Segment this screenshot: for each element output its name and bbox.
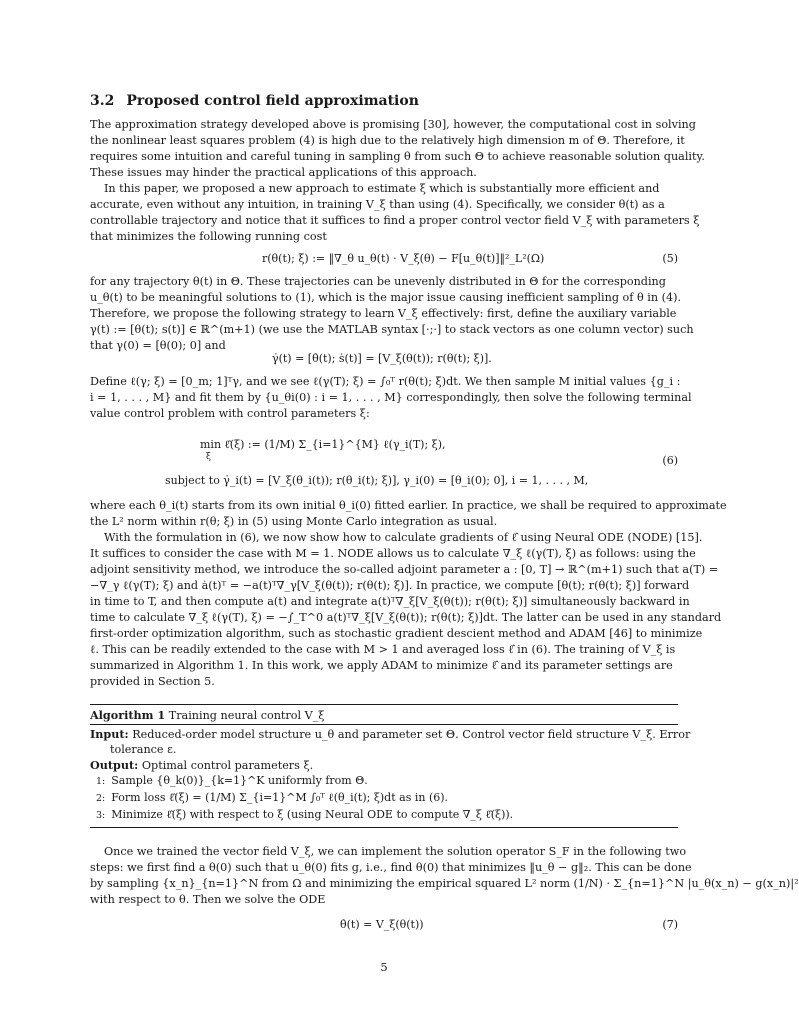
algorithm-input-text-cont: tolerance ε.	[110, 743, 177, 756]
step-text: Minimize ℓ̂(ξ) with respect to ξ (using Neural ODE to compute ∇_ξ ℓ̂(ξ)).	[111, 808, 514, 821]
equation-6-line-2: subject to γ̇_i(t) = [V_ξ(θ_i(t)); r(θ_i(t); ξ)], γ_i(0) = [θ_i(0); 0], i = 1, . . . , M,	[165, 474, 589, 487]
text-line: Therefore, we propose the following strategy to learn V_ξ effectively: first, define the auxiliary variable	[90, 307, 677, 320]
equation-6-line-1: min ℓ̂(ξ) := (1/M) Σ_{i=1}^{M} ℓ(γ_i(T); ξ),	[200, 438, 446, 451]
text-line: that minimizes the following running cost	[90, 230, 327, 243]
paragraph-3	[90, 274, 694, 354]
text-line: The approximation strategy developed above is promising [30], however, the computational cost in solving	[90, 118, 696, 131]
text-line: accurate, even without any intuition, in training V_ξ than using (4). Specifically, we consider θ(t) as a	[90, 198, 665, 211]
text-line: With the formulation in (6), we now show how to calculate gradients of ℓ̂ using Neural ODE (NODE) [15].	[104, 531, 703, 544]
section-heading	[90, 93, 419, 109]
text-line: steps: we first find a θ(0) such that u_θ(0) fits g, i.e., find θ(0) that minimizes ‖u_θ − g‖₂. This can be done	[90, 861, 692, 874]
text-line: where each θ_i(t) starts from its own initial θ_i(0) fitted earlier. In practice, we shall be required to approximate	[90, 499, 727, 512]
text-line: value control problem with control parameters ξ:	[90, 407, 370, 420]
paragraph-7	[90, 844, 799, 908]
paragraph-2	[90, 181, 700, 245]
equation-5: r(θ(t); ξ) := ‖∇_θ u_θ(t) · V_ξ(θ) − F[u_θ(t)]‖²_L²(Ω)	[262, 252, 545, 265]
text-line: adjoint sensitivity method, we introduce the so-called adjoint parameter a : [0, T] → ℝ^(m+1) such that a(T) =	[90, 563, 719, 576]
text-line: by sampling {x_n}_{n=1}^N from Ω and minimizing the empirical squared L² norm (1/N) · Σ_{n=1}^N |u_θ(x_n) − g(x_n)|²	[90, 877, 799, 890]
text-line: for any trajectory θ(t) in Θ. These trajectories can be unevenly distributed in Θ for the corresponding	[90, 275, 666, 288]
algorithm-mid-rule	[90, 724, 678, 725]
text-line: summarized in Algorithm 1. In this work, we apply ADAM to minimize ℓ̂ and its parameter settings are	[90, 659, 673, 672]
text-line: Define ℓ(γ; ξ) = [0_m; 1]ᵀγ, and we see ℓ(γ(T); ξ) = ∫₀ᵀ r(θ(t); ξ)dt. We then sample M initial values {g_i :	[90, 375, 681, 388]
equation-gamma: γ̇(t) = [θ̇(t); ṡ(t)] = [V_ξ(θ(t)); r(θ(t); ξ)].	[272, 352, 492, 365]
text-line: the L² norm within r(θ; ξ) in (5) using Monte Carlo integration as usual.	[90, 515, 498, 528]
algorithm-output-text: Optimal control parameters ξ.	[141, 759, 314, 772]
equation-7: θ̇(t) = V_ξ(θ(t))	[340, 918, 424, 931]
text-line: It suffices to consider the case with M = 1. NODE allows us to calculate ∇_ξ ℓ(γ(T), ξ) as follows: using the	[90, 547, 696, 560]
text-line: u_θ(t) to be meaningful solutions to (1), which is the major issue causing inefficient sampling of θ in (4).	[90, 291, 682, 304]
algorithm-step	[96, 774, 368, 787]
text-line: γ(t) := [θ(t); s(t)] ∈ ℝ^(m+1) (we use the MATLAB syntax [·;·] to stack vectors as one column vector) such	[90, 323, 694, 336]
text-line: in time to T, and then compute a(t) and integrate a(t)ᵀ∇_ξ[V_ξ(θ(t)); r(θ(t); ξ)] simultaneously backward in	[90, 595, 690, 608]
text-line: that γ(0) = [θ(0); 0] and	[90, 339, 226, 352]
text-line: ℓ. This can be readily extended to the case with M > 1 and averaged loss ℓ̂ in (6). The training of V_ξ is	[90, 643, 676, 656]
step-number: 2:	[96, 793, 106, 804]
equation-6-subscript: ξ	[206, 452, 211, 462]
text-line: These issues may hinder the practical applications of this approach.	[90, 166, 477, 179]
paragraph-6	[90, 530, 722, 690]
algorithm-input-text: Reduced-order model structure u_θ and parameter set Θ. Control vector field structure V_ξ. Error	[132, 728, 691, 741]
text-line: controllable trajectory and notice that it suffices to find a proper control vector field V_ξ with parameters ξ	[90, 214, 700, 227]
text-line: time to calculate ∇_ξ ℓ(γ(T), ξ) = −∫_T^0 a(t)ᵀ∇_ξ[V_ξ(θ(t)); r(θ(t); ξ)]dt. The latter can be used in any standard	[90, 611, 722, 624]
text-line: In this paper, we proposed a new approach to estimate ξ which is substantially more efficient and	[104, 182, 660, 195]
algorithm-step	[96, 808, 513, 821]
algorithm-input	[90, 727, 690, 741]
algorithm-output-label: Output:	[90, 758, 139, 772]
text-line: provided in Section 5.	[90, 675, 215, 688]
algorithm-label: Algorithm 1	[90, 708, 166, 722]
algorithm-bottom-rule	[90, 827, 678, 828]
text-line: requires some intuition and careful tuning in sampling θ from such Θ to achieve reasonable solution quality.	[90, 150, 705, 163]
algorithm-caption	[90, 708, 324, 722]
equation-5-number: (5)	[662, 252, 678, 265]
text-line: with respect to θ. Then we solve the ODE	[90, 893, 326, 906]
algorithm-input-label: Input:	[90, 727, 129, 741]
text-line: the nonlinear least squares problem (4) is high due to the relatively high dimension m of Θ. Therefore, it	[90, 134, 685, 147]
equation-7-number: (7)	[662, 918, 678, 931]
algorithm-output	[90, 758, 313, 772]
equation-6-number: (6)	[662, 454, 678, 467]
section-title: Proposed control field approximation	[126, 93, 419, 109]
algorithm-title: Training neural control V_ξ	[168, 709, 325, 722]
text-line: −∇_γ ℓ(γ(T); ξ) and ȧ(t)ᵀ = −a(t)ᵀ∇_γ[V_ξ(θ(t)); r(θ(t); ξ)]. In practice, we compute [θ(t); r(θ(t); ξ)] forward	[90, 579, 690, 592]
paragraph-1	[90, 117, 705, 181]
page-number: 5	[380, 960, 388, 974]
text-line: Once we trained the vector field V_ξ, we can implement the solution operator S_F in the following two	[104, 845, 687, 858]
step-number: 3:	[96, 810, 106, 821]
step-text: Sample {θ_k(0)}_{k=1}^K uniformly from Θ.	[111, 774, 368, 787]
paragraph-5	[90, 498, 727, 530]
text-line: first-order optimization algorithm, such as stochastic gradient descient method and ADAM [46] to minimize	[90, 627, 703, 640]
paragraph-4	[90, 374, 692, 422]
text-line: i = 1, . . . , M} and fit them by {u_θi(0) : i = 1, . . . , M} correspondingly, then solve the following terminal	[90, 391, 692, 404]
step-number: 1:	[96, 776, 106, 787]
algorithm-top-rule	[90, 704, 678, 705]
step-text: Form loss ℓ̂(ξ) = (1/M) Σ_{i=1}^M ∫₀ᵀ ℓ(θ_i(t); ξ)dt as in (6).	[111, 791, 449, 804]
algorithm-step	[96, 791, 448, 804]
section-number: 3.2	[90, 93, 115, 109]
